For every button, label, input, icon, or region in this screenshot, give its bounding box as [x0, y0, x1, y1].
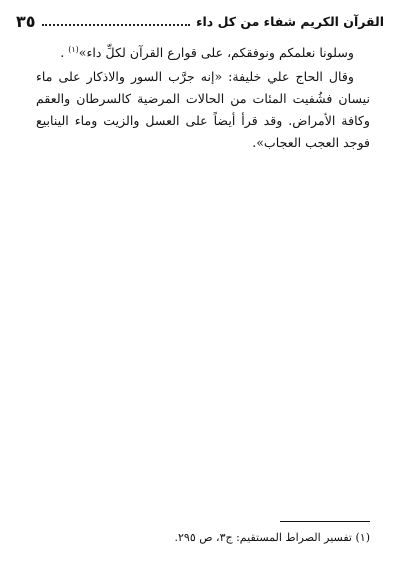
footnote-text: تفسير الصراط المستقيم: ج٣، ص ٢٩٥. — [174, 531, 352, 544]
leader-dots — [42, 16, 191, 26]
paragraph — [36, 42, 370, 64]
main-text — [36, 42, 370, 156]
footnote-separator — [280, 521, 370, 522]
paragraph-text: وقال الحاج علي خليفة: «إنه جرَّب السور والاذكار على ماء نيسان فشُفيت المئات من الحالات المرضية كالسرطان والعقم وكافة الأمراض. وقد قرأ أيضاً على العسل والزيت وماء الينابيع فوجد العجب العجاب». — [36, 69, 370, 150]
running-header — [16, 10, 384, 32]
paragraph — [36, 66, 370, 154]
page-number: ٣٥ — [16, 11, 36, 31]
footnote — [36, 530, 370, 546]
footnote-number: (١) — [355, 531, 370, 544]
running-title: القرآن الكريم شفاء من كل داء — [196, 13, 384, 29]
paragraph-end-mark: . — [60, 45, 69, 60]
paragraph-text: وسلونا نعلمكم ونوفقكم، على قوارع القرآن لكلِّ داء» — [78, 45, 354, 60]
footnote-reference: (١) — [68, 44, 79, 54]
